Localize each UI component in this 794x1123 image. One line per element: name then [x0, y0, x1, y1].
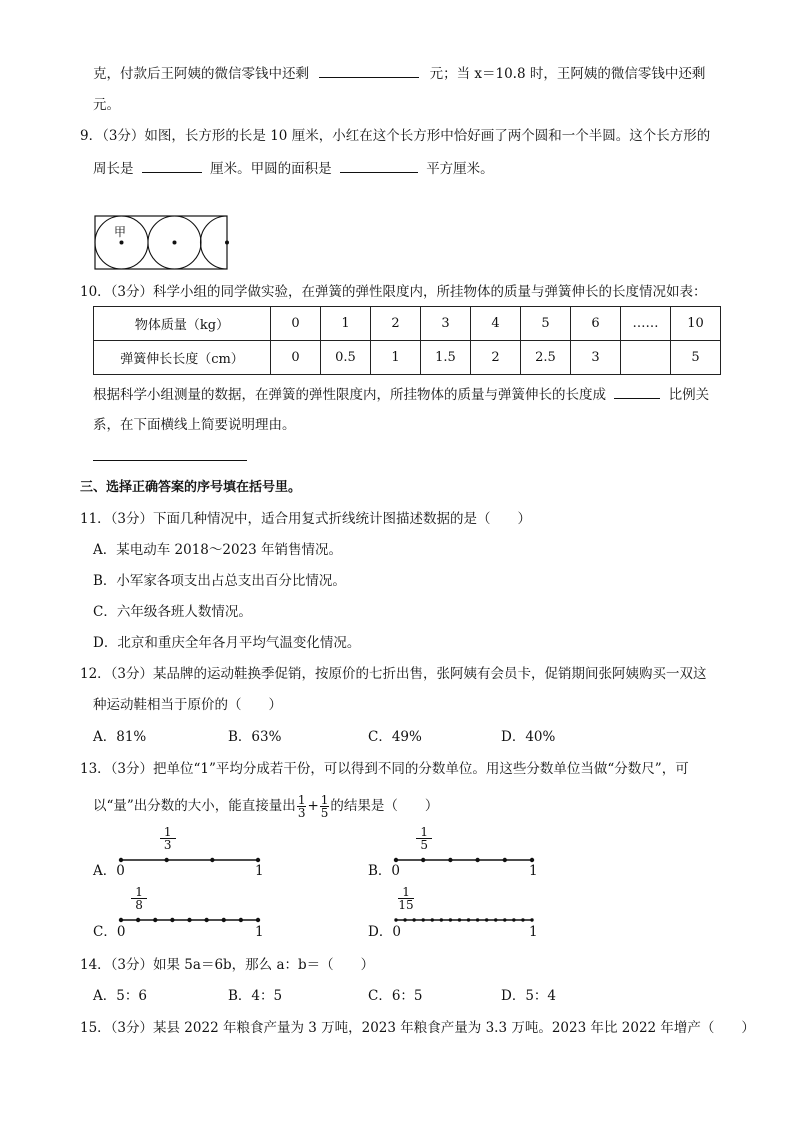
q9-area-blank[interactable]	[340, 158, 418, 173]
ruler-tick-dot	[475, 858, 479, 862]
ruler-tick-dot	[170, 918, 174, 922]
ruler-tick-dot	[204, 918, 208, 922]
ruler-tick-dot	[485, 918, 488, 921]
ruler-start-label: C．0	[93, 924, 126, 940]
q10-reason-line[interactable]	[93, 460, 247, 461]
table-cell: 4	[471, 307, 521, 341]
ruler-tick-dot	[503, 858, 507, 862]
table-cell: 0	[271, 307, 321, 341]
table-row	[94, 307, 721, 341]
table-row	[94, 341, 721, 375]
ruler-tick-dot	[136, 918, 140, 922]
ruler-unit-fraction	[398, 886, 414, 911]
table-cell: 5	[671, 341, 721, 375]
fraction-numerator: 1	[160, 826, 176, 839]
ruler-tick-dot	[449, 918, 452, 921]
table-cell: 2.5	[521, 341, 571, 375]
ruler-end-label: 1	[255, 924, 264, 940]
fraction-denominator: 3	[297, 806, 306, 820]
ruler-tick-dot	[521, 918, 524, 921]
q9-text-a: 周长是	[93, 161, 134, 177]
q10-stem: 10．（3分）科学小组的同学做实验，在弹簧的弹性限度内，所挂物体的质量与弹簧伸长的长度情况如表：	[80, 284, 707, 300]
ruler-tick-dot	[448, 858, 452, 862]
ruler-start-label: B．0	[368, 863, 401, 879]
q14-option-b[interactable]: B．4：5	[228, 988, 283, 1004]
q13-stem: 13．（3分）把单位“1”平均分成若干份，可以得到不同的分数单位。用这些分数单位当做“分数尺”，可	[80, 761, 689, 777]
q9-text-c: 平方厘米。	[426, 161, 494, 177]
fraction-numerator: 1	[297, 793, 306, 807]
q10-data-table	[93, 306, 721, 375]
q8-text-a: 克，付款后王阿姨的微信零钱中还剩	[93, 66, 309, 82]
ruler-tick-dot	[458, 918, 461, 921]
table-cell: 2	[471, 341, 521, 375]
q9-circle-label: 甲	[114, 225, 127, 239]
q15-stem: 15．（3分）某县 2022 年粮食产量为 3 万吨，2023 年粮食产量为 3.3 万吨。2023 年比 2022 年增产（ ）	[80, 1020, 755, 1036]
q8-answer-blank-1[interactable]	[319, 63, 419, 78]
q13-text-b: 的结果是（ ）	[330, 798, 439, 814]
ruler-tick-dot	[440, 918, 443, 921]
q14-option-c[interactable]: C．6：5	[368, 988, 423, 1004]
table-cell: 10	[671, 307, 721, 341]
ruler-tick-dot	[431, 918, 434, 921]
table-cell: 1	[371, 341, 421, 375]
q8-line2	[93, 95, 120, 115]
fraction-denominator: 5	[420, 838, 428, 852]
table-cell: 6	[571, 307, 621, 341]
q10-text-b: 比例关	[668, 387, 710, 403]
q12-option-c[interactable]: C．49%	[368, 729, 422, 745]
q9-line2	[93, 158, 494, 179]
table-cell: 1	[321, 307, 371, 341]
table-cell	[621, 341, 671, 375]
table-cell: 3	[421, 307, 471, 341]
table-header-mass: 物体质量（kg）	[94, 307, 271, 341]
ruler-tick-dot	[153, 918, 157, 922]
fraction-denominator: 5	[320, 806, 329, 820]
table-header-length: 弹簧伸长长度（cm）	[94, 341, 271, 375]
q13-fraction-fifth	[320, 794, 330, 819]
q12-stem: 12．（3分）某品牌的运动鞋换季促销，按原价的七折出售，张阿姨有会员卡，促销期间张阿姨购买一双这	[80, 666, 707, 682]
fraction-numerator: 1	[131, 886, 147, 899]
q10-line2	[93, 384, 709, 405]
q9-stem: 9．（3分）如图，长方形的长是 10 厘米，小红在这个长方形中恰好画了两个圆和一个半圆。这个长方形的	[80, 128, 711, 144]
ruler-tick-dot	[421, 858, 425, 862]
q14-option-a[interactable]: A．5：6	[93, 988, 147, 1004]
ruler-tick-dot	[422, 918, 425, 921]
q12-option-d[interactable]: D．40%	[501, 729, 556, 745]
ruler-tick-dot	[222, 918, 226, 922]
ruler-tick-dot	[239, 918, 243, 922]
plus-sign: +	[307, 798, 319, 814]
fraction-denominator: 3	[163, 838, 172, 852]
ruler-tick-dot	[476, 918, 479, 921]
q11-stem: 11．（3分）下面几种情况中，适合用复式折线统计图描述数据的是（ ）	[80, 511, 532, 527]
q12-option-b[interactable]: B．63%	[228, 729, 282, 745]
q11-option-b[interactable]: B．小军家各项支出占总支出百分比情况。	[93, 573, 346, 589]
table-cell: 3	[571, 341, 621, 375]
fraction-denominator: 8	[135, 898, 143, 912]
ruler-tick-dot	[164, 858, 168, 862]
q14-option-d[interactable]: D．5：4	[501, 988, 557, 1004]
ruler-start-label: D．0	[368, 924, 401, 940]
fraction-numerator: 1	[320, 793, 329, 807]
ruler-tick-dot	[210, 858, 214, 862]
ruler-start-label: A．0	[93, 863, 125, 879]
ruler-unit-fraction	[131, 886, 147, 911]
q8-line1	[93, 63, 705, 84]
ruler-unit-fraction	[160, 826, 176, 851]
table-cell: 0	[271, 341, 321, 375]
ruler-tick-dot	[512, 918, 515, 921]
ruler-unit-fraction	[416, 826, 432, 851]
q10-line3: 系，在下面横线上简要说明理由。	[93, 417, 296, 433]
fraction-numerator: 1	[416, 826, 432, 839]
fraction-numerator: 1	[398, 886, 414, 899]
q8-text-b: 元；当 x＝10.8 时，王阿姨的微信零钱中还剩	[429, 66, 706, 82]
q9-perimeter-blank[interactable]	[142, 158, 202, 173]
q12-line2: 种运动鞋相当于原价的（ ）	[93, 697, 282, 713]
q12-option-a[interactable]: A．81%	[93, 729, 147, 745]
q9-text-b: 厘米。甲圆的面积是	[210, 161, 332, 177]
q13-line2	[93, 791, 438, 821]
fraction-denominator: 15	[398, 898, 414, 912]
ruler-tick-dot	[494, 918, 497, 921]
q13-fraction-third	[297, 794, 307, 819]
q13-text-a: 以“量”出分数的大小，能直接量出	[93, 798, 296, 814]
section-heading: 三、选择正确答案的序号填在括号里。	[80, 480, 302, 495]
q10-text-a: 根据科学小组测量的数据，在弹簧的弹性限度内，所挂物体的质量与弹簧伸长的长度成	[93, 387, 606, 403]
ruler-end-label: 1	[529, 863, 538, 879]
table-cell: 5	[521, 307, 571, 341]
q10-proportion-blank[interactable]	[614, 384, 660, 399]
ruler-tick-dot	[412, 918, 415, 921]
ruler-tick-dot	[187, 918, 191, 922]
table-cell: 1.5	[421, 341, 471, 375]
q11-option-c[interactable]: C．六年级各班人数情况。	[93, 604, 252, 620]
ruler-tick-dot	[403, 918, 406, 921]
q8-text-c: 元。	[93, 97, 120, 113]
table-cell: 2	[371, 307, 421, 341]
q11-option-a[interactable]: A．某电动车 2018～2023 年销售情况。	[93, 542, 343, 558]
q11-option-d[interactable]: D．北京和重庆全年各月平均气温变化情况。	[93, 635, 361, 651]
table-cell: 0.5	[321, 341, 371, 375]
ruler-end-label: 1	[529, 924, 538, 940]
table-cell: ……	[621, 307, 671, 341]
ruler-tick-dot	[503, 918, 506, 921]
ruler-tick-dot	[467, 918, 470, 921]
ruler-end-label: 1	[255, 863, 264, 879]
q14-stem: 14．（3分）如果 5a＝6b，那么 a：b＝（ ）	[80, 957, 375, 973]
